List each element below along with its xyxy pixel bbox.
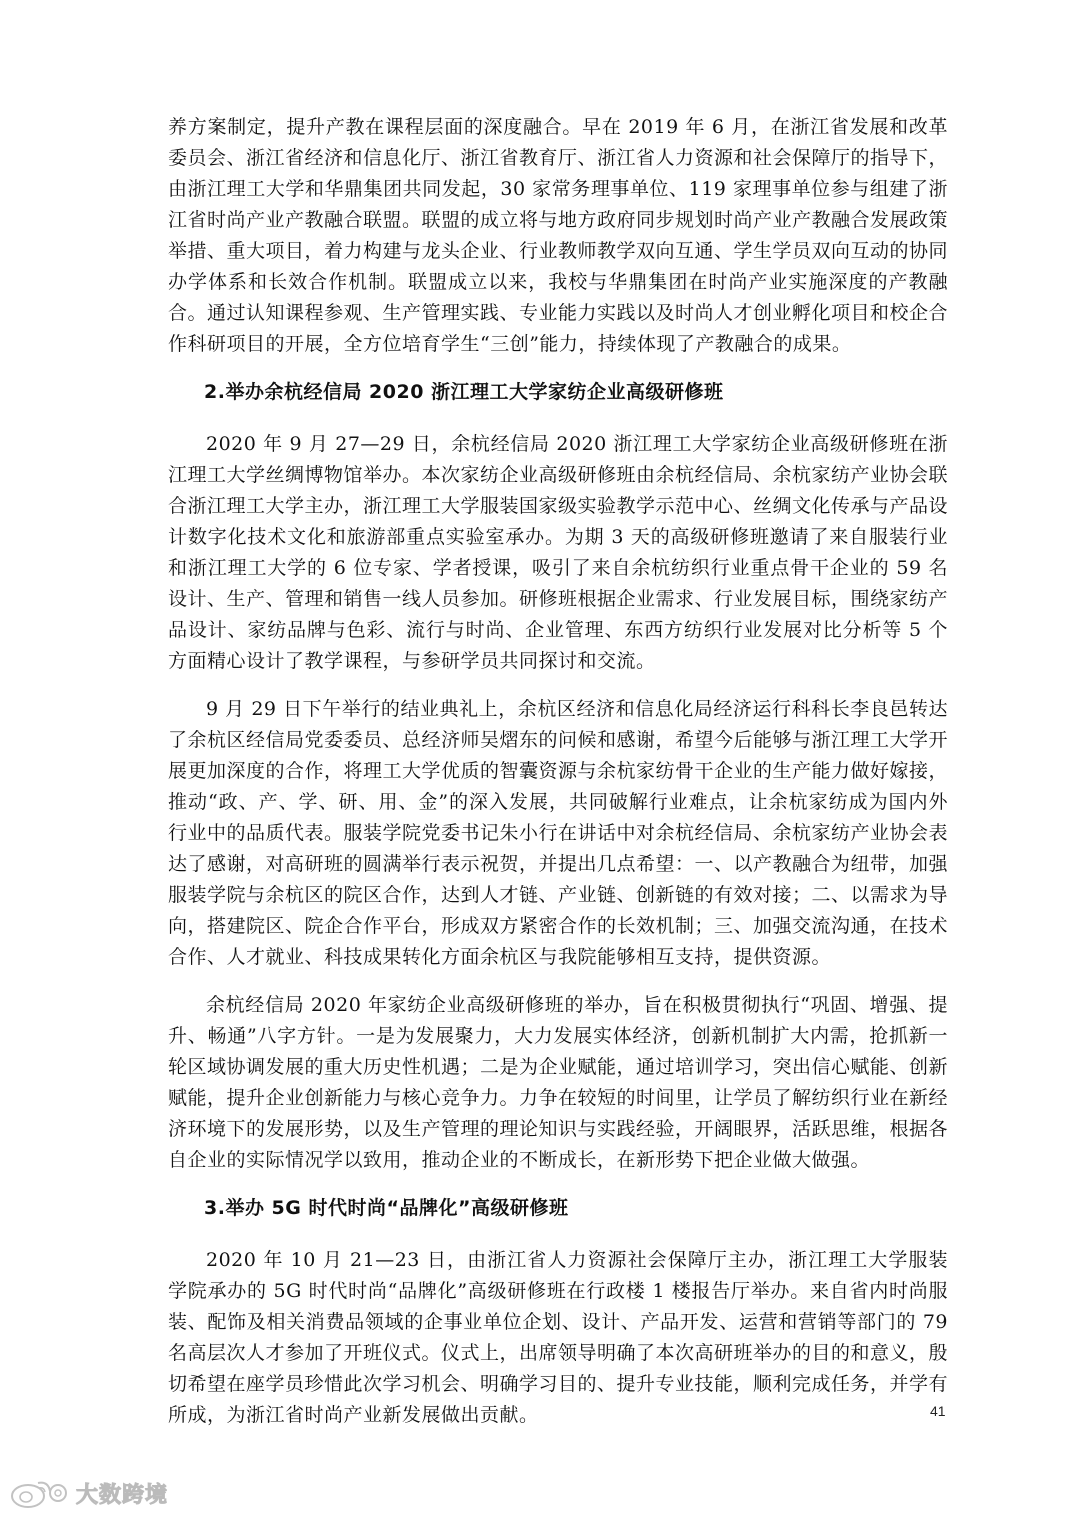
watermark-text: 大数跨境 [76,1482,169,1508]
paragraph-4: 余杭经信局 2020 年家纺企业高级研修班的举办，旨在积极贯彻执行“巩固、增强、提升、畅通”八字方针。一是为发展聚力，大力发展实体经济，创新机制扩大内需，抢抓新一轮区域协调发展的重大历史性机遇；二是为企业赋能，通过培训学习，突出信心赋能、创新赋能，提升企业创新能力与核心竞争力。力争在较短的时间里，让学员了解纺织行业在新经济环境下的发展形势，以及生产管理的理论知识与实践经验，开阔眼界，活跃思维，根据各自企业的实际情况学以致用，推动企业的不断成长，在新形势下把企业做大做强。 [168,994,949,1171]
paragraph-2: 2020 年 9 月 27—29 日，余杭经信局 2020 浙江理工大学家纺企业高级研修班在浙江理工大学丝绸博物馆举办。本次家纺企业高级研修班由余杭经信局、余杭家纺产业协会联合浙江理工大学主办，浙江理工大学服装国家级实验教学示范中心、丝绸文化传承与产品设计数字化技术文化和旅游部重点实验室承办。为期 3 天的高级研修班邀请了来自服装行业和浙江理工大学的 6 位专家、学者授课，吸引了来自余杭纺织行业重点骨干企业的 59 名设计、生产、管理和销售一线人员参加。研修班根据企业需求、行业发展目标，围绕家纺产品设计、家纺品牌与色彩、流行与时尚、企业管理、东西方纺织行业发展对比分析等 5 个方面精心设计了教学课程，与参研学员共同探讨和交流。 [168,433,949,672]
document-page [168,112,948,1448]
paragraph-5: 2020 年 10 月 21—23 日，由浙江省人力资源社会保障厅主办，浙江理工大学服装学院承办的 5G 时代时尚“品牌化”高级研修班在行政楼 1 楼报告厅举办。来自省内时尚服装、配饰及相关消费品领域的企事业单位企划、设计、产品开发、运营和营销等部门的 79 名高层次人才参加了开班仪式。仪式上，出席领导明确了本次高研班举办的目的和意义，殷切希望在座学员珍惜此次学习机会、明确学习目的、提升专业技能，顺利完成任务，并学有所成，为浙江省时尚产业新发展做出贡献。 [168,1249,949,1426]
watermark [8,1477,168,1509]
section-heading-3: 3.举办 5G 时代时尚“品牌化”高级研修班 [204,1197,569,1219]
page-number: 41 [930,1403,946,1419]
paragraph-1: 养方案制定，提升产教在课程层面的深度融合。早在 2019 年 6 月，在浙江省发展和改革委员会、浙江省经济和信息化厅、浙江省教育厅、浙江省人力资源和社会保障厅的指导下，由浙江理工大学和华鼎集团共同发起，30 家常务理事单位、119 家理事单位参与组建了浙江省时尚产业产教融合联盟。联盟的成立将与地方政府同步规划时尚产业产教融合发展政策举措、重大项目，着力构建与龙头企业、行业教师教学双向互通、学生学员双向互动的协同办学体系和长效合作机制。联盟成立以来，我校与华鼎集团在时尚产业实施深度的产教融合。通过认知课程参观、生产管理实践、专业能力实践以及时尚人才创业孵化项目和校企合作科研项目的开展，全方位培育学生“三创”能力，持续体现了产教融合的成果。 [168,116,949,355]
paragraph-3: 9 月 29 日下午举行的结业典礼上，余杭区经济和信息化局经济运行科科长李良邑转达了余杭区经信局党委委员、总经济师吴熠东的问候和感谢，希望今后能够与浙江理工大学开展更加深度的合作，将理工大学优质的智囊资源与余杭家纺骨干企业的生产能力做好嫁接，推动“政、产、学、研、用、金”的深入发展，共同破解行业难点，让余杭家纺成为国内外行业中的品质代表。服装学院党委书记朱小行在讲话中对余杭经信局、余杭家纺产业协会表达了感谢，对高研班的圆满举行表示祝贺，并提出几点希望：一、以产教融合为纽带，加强服装学院与余杭区的院区合作，达到人才链、产业链、创新链的有效对接；二、以需求为导向，搭建院区、院企合作平台，形成双方紧密合作的长效机制；三、加强交流沟通，在技术合作、人才就业、科技成果转化方面余杭区与我院能够相互支持，提供资源。 [168,698,949,968]
section-heading-2: 2.举办余杭经信局 2020 浙江理工大学家纺企业高级研修班 [204,381,724,403]
weibo-logo-icon [8,1477,70,1509]
